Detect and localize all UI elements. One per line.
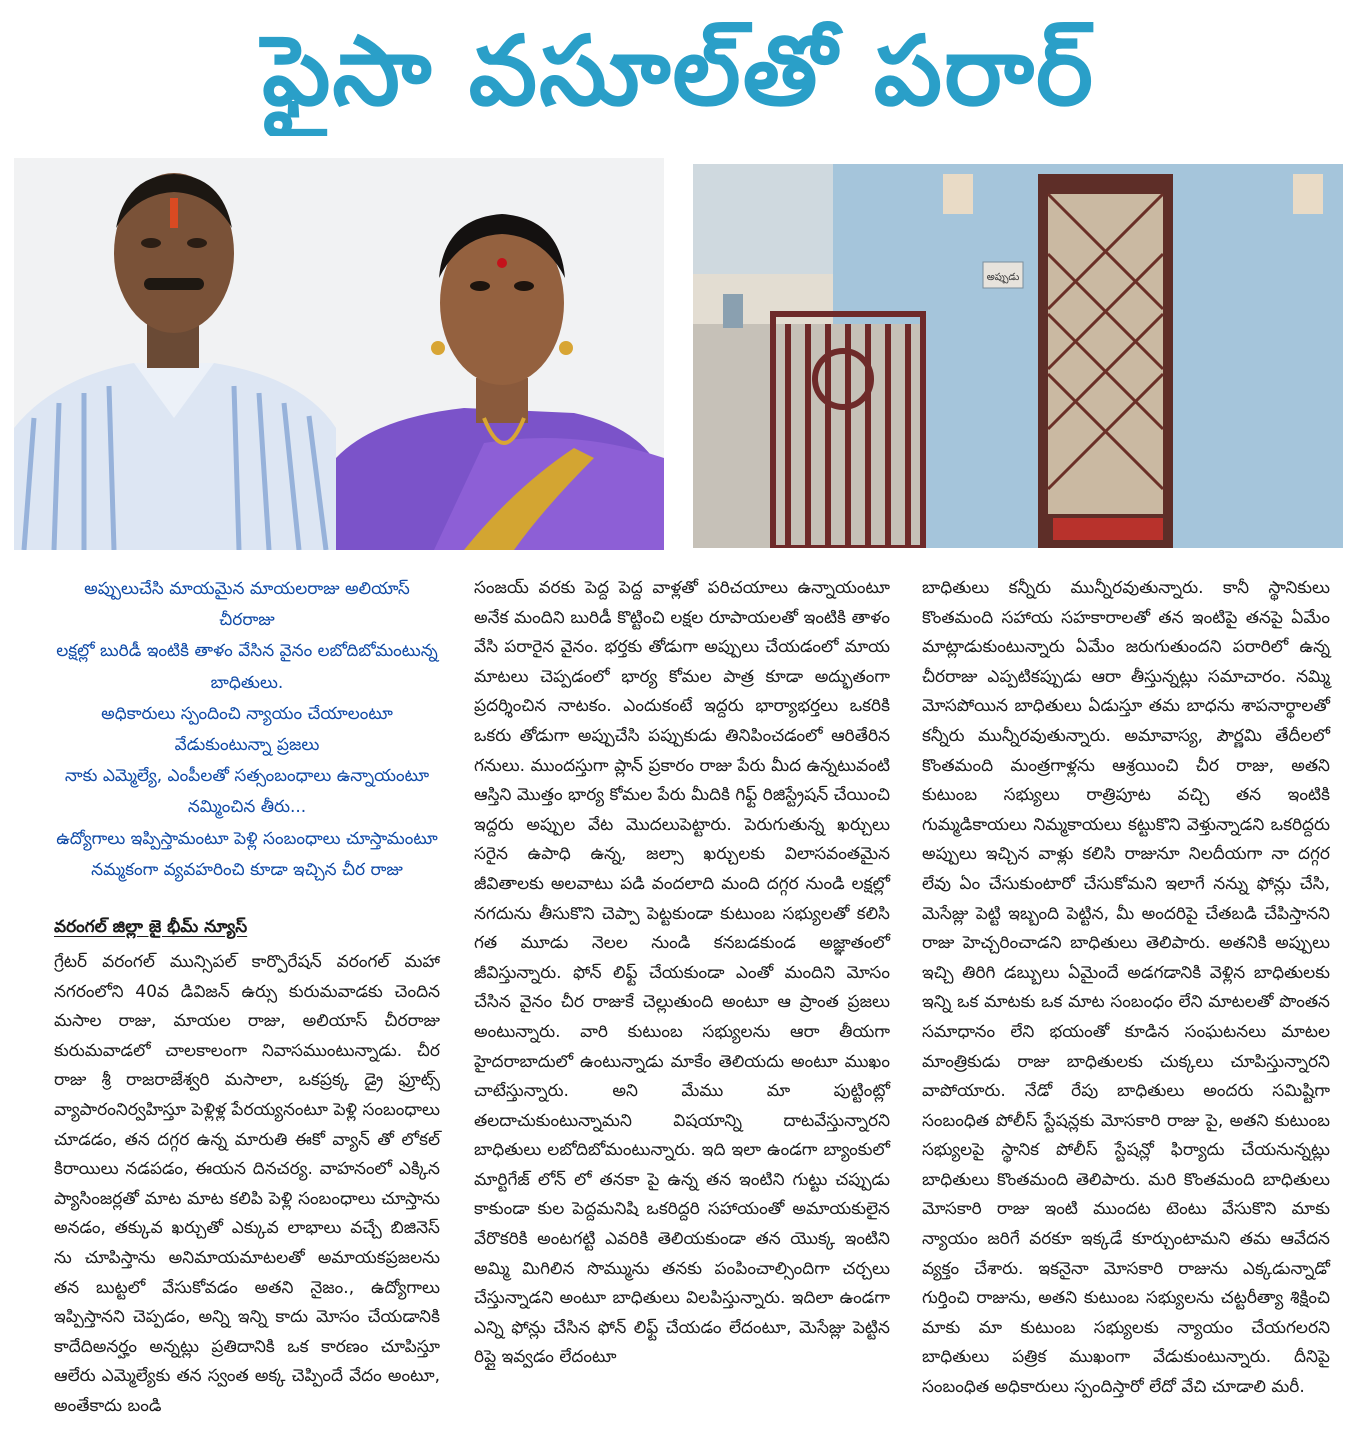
byline: వరంగల్ జిల్లా జై భీమ్ న్యూస్ — [54, 917, 248, 938]
article-text-3: బాధితులు కన్నీరు మున్నీరవుతున్నారు. కానీ స్థానికులు కొంతమంది సహాయ సహకారాలతో తన ఇంటిపై తనపై ఏమేం మాట్లాడుకుంటున్నారు ఏమేం జరుగుతుందని పరారిలో ఉన్న చీరరాజు ఎప్పటికప్పుడు ఆరా తీస్తున్నట్లు సమాచారం. నమ్మి మోసపోయిన బాధితులు ఏడుస్తూ తమ బాధను శాపనార్థాలతో కన్నీరు మున్నీరవుతున్నారు. అమావాస్య, పౌర్ణమి తేదీలలో కొంతమంది మంత్రగాళ్లను ఆశ్రయించి చీర రాజు, అతని కుటుంబ సభ్యులు రాత్రిపూట వచ్చి తన ఇంటికి గుమ్మడికాయలు నిమ్మకాయలు కట్టుకొని వెళ్తున్నాడని ఒకరిద్దరు అప్పులు ఇచ్చిన వాళ్లు కలిసి రాజునూ నిలదీయగా నా దగ్గర లేవు ఏం చేసుకుంటారో చేసుకోమని ఇలాగే నన్ను ఫోన్లు చేసి, మెసేజ్లు పెట్టి ఇబ్బంది పెట్టిన, మీ అందరిపై చేతబడి చేపిస్తానని రాజు హెచ్చరించాడని బాధితులు తెలిపారు. అతనికి అప్పులు ఇచ్చి తిరిగి డబ్బులు ఏమైందే అడగడానికి వెళ్లిన బాధితులకు ఇన్ని ఒక మాటకు ఒక మాట సంబంధం లేని మాటలతో పొంతన సమాధానం లేని భయంతో కూడిన సంఘటనలు మాటల మాంత్రికుడు రాజు బాధితులకు చుక్కలు చూపిస్తున్నారని వాపోయారు. నేడో రేపు బాధితులు అందరు సమిష్టిగా సంబంధిత పోలీస్ స్టేషన్లకు మోసకారి రాజు పై, అతని కుటుంబ సభ్యులపై స్థానిక పోలీస్ స్టేషన్లో ఫిర్యాదు చేయనున్నట్లు బాధితులు కొంతమంది తెలిపారు. మరి కొంతమంది బాధితులు మోసకారి రాజు ఇంటి ముందట టెంటు వేసుకొని మాకు న్యాయం జరిగే వరకూ ఇక్కడే కూర్చుంటామని తమ ఆవేదన వ్యక్తం చేశారు. ఇకనైనా మోసకారి రాజును ఎక్కడున్నాడో గుర్తించి రాజును, అతని కుటుంబ సభ్యులను చట్టరీత్యా శిక్షించి మాకు మా కుటుంబ సభ్యులకు న్యాయం చేయగలరని బాధితులు పత్రిక ముఖంగా వేడుకుంటున్నారు. దీనిపై సంబంధిత అధికారులు స్పందిస్తారో లేదో వేచి చూడాలి మరీ. — [922, 578, 1330, 1398]
article-text-1: గ్రేటర్ వరంగల్ మున్సిపల్ కార్పొరేషన్ వరంగల్ మహా నగరంలోని 40వ డివిజన్ ఉర్సు కురుమవాడకు చెందిన మసాల రాజు, మాయల రాజు, అలియాస్ చీరరాజు కురుమవాడలో చాలకాలంగా నివాసముంటున్నాడు. చీర రాజు శ్రీ రాజరాజేశ్వరి మసాలా, ఒకప్రక్క డ్రై ఫ్రూట్స్ వ్యాపారంనిర్వహిస్తూ పెళ్లిళ్ల పేరయ్యనంటూ పెళ్లి సంబంధాలు చూడడం, తన దగ్గర ఉన్న మారుతి ఈకో వ్యాన్ తో లోకల్ కిరాయిలు నడపడం, ఈయన దినచర్య. వాహనంలో ఎక్కిన ప్యాసింజర్లతో మాట మాట కలిపి పెళ్లి సంబంధాలు చూస్తాను అనడం, తక్కువ ఖర్చుతో ఎక్కువ లాభాలు వచ్చే బిజినెస్ ను చూపిస్తాను అనిమాయమాటలతో అమాయకప్రజలను తన బుట్టలో వేసుకోవడం అతని నైజం., ఉద్యోగాలు ఇప్పిస్తానని చెప్పడం, అన్ని ఇన్ని కాదు మోసం చేయడానికి కాదేదిఅనర్హం అన్నట్లు ప్రతిదానికి ఒక కారణం చూపిస్తూ ఆలేరు ఎమ్మెల్యేకు తన స్వంత అక్క చెప్పిందే వేదం అంటూ, అంతేకాదు బండి — [54, 952, 440, 1416]
article-column-2 — [474, 574, 890, 1373]
headline: ఫైసా వసూల్‌తో పరార్ — [262, 15, 1095, 127]
highlight-item: లక్షల్లో బురిడీ ఇంటికి తాళం వేసిన వైనం లబోదిబోమంటున్న బాధితులు. — [56, 641, 438, 693]
article-column-3 — [922, 574, 1330, 1403]
highlight-item: అధికారులు స్పందించి న్యాయం చేయాలంటూ వేడుకుంటున్నా ప్రజలు — [101, 703, 393, 756]
couple-photo — [14, 158, 664, 550]
house-photo — [693, 164, 1343, 548]
house-plate-text: అప్పుడు — [986, 272, 1020, 283]
highlight-item: ఉద్యోగాలు ఇప్పిస్తామంటూ పెళ్లి సంబంధాలు చూస్తామంటూ నమ్మకంగా వ్యవహరించి కూడా ఇచ్చిన చీర రాజు — [56, 828, 438, 880]
highlights-box — [54, 574, 440, 886]
article-text-2: సంజయ్ వరకు పెద్ద పెద్ద వాళ్లతో పరిచయాలు ఉన్నాయంటూ అనేక మందిని బురిడీ కొట్టించి లక్షల రూపాయలతో ఇంటికి తాళం వేసి పరారైన వైనం. భర్తకు తోడుగా అప్పులు చేయడంలో మాయ మాటలు చెప్పడంలో భార్య కోమల పాత్ర కూడా అద్భుతంగా ప్రదర్శించిన నాటకం. ఎందుకంటే ఇద్దరు భార్యాభర్తలు ఒకరికి ఒకరు తోడుగా అప్పుచేసి పప్పుకుడు తినిపించడంలో ఆరితేరిన గనులు. ముందస్తుగా ప్లాన్ ప్రకారం రాజు పేరు మీద ఉన్నటువంటి ఆస్తిని మొత్తం భార్య కోమల పేరు మీదికి గిఫ్ట్ రిజిస్ట్రేషన్ చేయించి ఇద్దరు అప్పుల వేట మొదలుపెట్టారు. పెరుగుతున్న ఖర్చులు సరైన ఉపాధి ఉన్న, జల్సా ఖర్చులకు విలాసవంతమైన జీవితాలకు అలవాటు పడి వందలాది మంది దగ్గర నుండి లక్షల్లో నగదును తీసుకొని చెప్పా పెట్టకుండా కుటుంబ సభ్యులతో కలిసి గత మూడు నెలల నుండి కనబడకుండ అజ్ఞాతంలో జీవిస్తున్నారు. ఫోన్ లిఫ్ట్ చేయకుండా ఎంతో మందిని మోసం చేసిన వైనం చీర రాజుకే చెల్లుతుంది అంటూ ఆ ప్రాంత ప్రజలు అంటున్నారు. వారి కుటుంబ సభ్యులను ఆరా తీయగా హైదరాబాదులో ఉంటున్నాడు మాకేం తెలియదు అంటూ ముఖం చాటేస్తున్నారు. అని మేము మా పుట్టింట్లో తలదాచుకుంటున్నామని విషయాన్ని దాటవేస్తున్నారని బాధితులు లబోదిబోమంటున్నారు. ఇది ఇలా ఉండగా బ్యాంకులో మార్టిగేజ్ లోన్ లో తనకా పై ఉన్న తన ఇంటిని గుట్టు చప్పుడు కాకుండా కుల పెద్దమనిషి ఒకరిద్దరి సహాయంతో అమాయకులైన వేరొకరికి అంటగట్టి ఎవరికి తెలియకుండా తన యొక్క ఇంటిని అమ్మి మిగిలిన సొమ్మును తనకు పంపించాల్సిందిగా చర్చలు చేస్తున్నాడని అంటూ బాధితులు విలపిస్తున్నారు. ఇదిలా ఉండగా ఎన్ని ఫోన్లు చేసిన ఫోన్ లిఫ్ట్ చేయడం లేదంటూ, మెసేజ్లు పెట్టిన రిప్లై ఇవ్వడం లేదంటూ — [474, 578, 890, 1368]
highlight-item: అప్పులుచేసి మాయమైన మాయలరాజు అలియాస్ చీరరాజు — [84, 579, 410, 631]
article-column-1 — [54, 574, 440, 1422]
highlight-item: నాకు ఎమ్మెల్యే, ఎంపీలతో సత్సంబంధాలు ఉన్నాయంటూ నమ్మించిన తీరు... — [64, 766, 430, 818]
